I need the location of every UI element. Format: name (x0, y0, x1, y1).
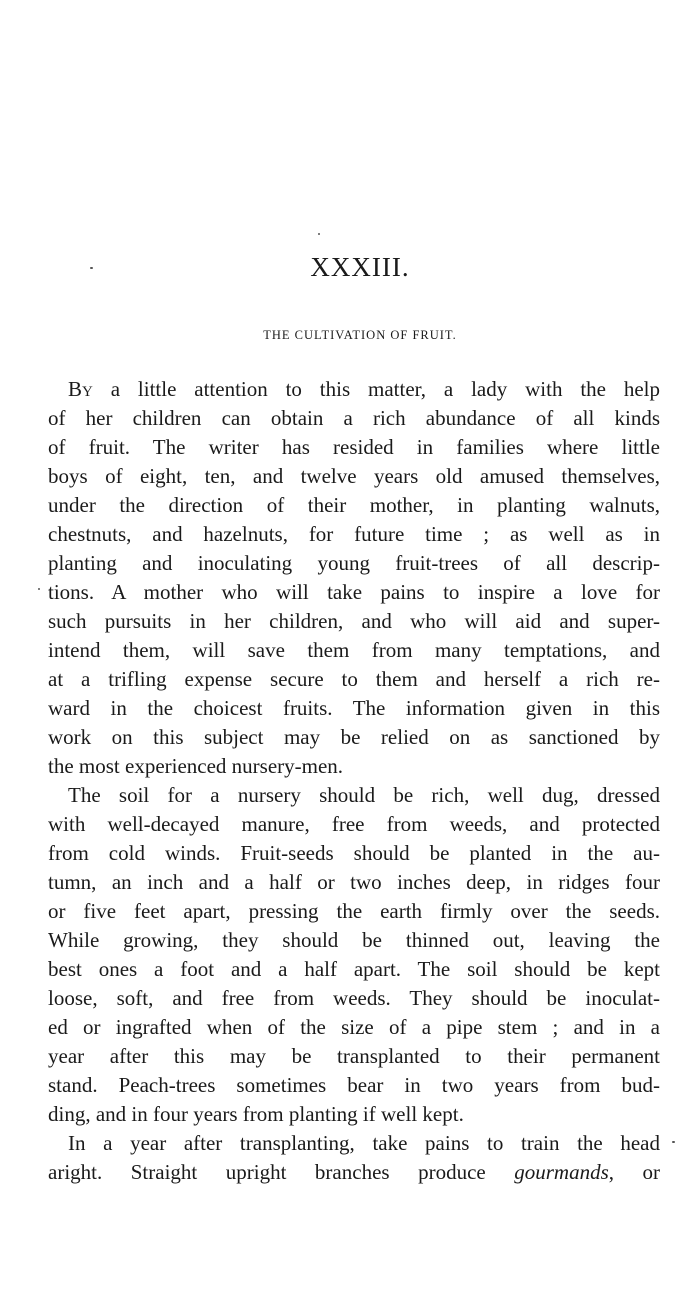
dropcap: By (68, 377, 93, 401)
paragraph-1 (48, 375, 660, 781)
text-line: work on this subject may be relied on as sanctioned by (48, 725, 660, 749)
body-text (48, 375, 660, 1187)
text-line: ding, and in four years from planting if well kept. (48, 1102, 464, 1126)
text-line: at a trifling expense secure to them and herself a rich re- (48, 667, 660, 691)
text-line: with well-decayed manure, free from weeds, and protected (48, 812, 660, 836)
scan-speck (318, 233, 320, 235)
text-line: planting and inoculating young fruit-trees of all descrip- (48, 551, 660, 575)
text-line: chestnuts, and hazelnuts, for future time ; as well as in (48, 522, 660, 546)
text-line: tions. A mother who will take pains to inspire a love for (48, 580, 660, 604)
chapter-title: THE CULTIVATION OF FRUIT. (263, 328, 457, 342)
text-line: the most experienced nursery-men. (48, 754, 344, 778)
text-line: boys of eight, ten, and twelve years old amused themselves, (48, 464, 660, 488)
chapter-number: XXXIII. (310, 252, 410, 282)
text-line: ed or ingrafted when of the size of a pipe stem ; and in a (48, 1015, 660, 1039)
text-line: best ones a foot and a half apart. The soil should be kept (48, 957, 660, 981)
paragraph-2 (48, 781, 660, 1129)
text-line: loose, soft, and free from weeds. They should be inoculat- (48, 986, 660, 1010)
text-line: tumn, an inch and a half or two inches deep, in ridges four (48, 870, 660, 894)
text-line: of her children can obtain a rich abundance of all kinds (48, 406, 660, 430)
text-span: a little attention to this matter, a lady with the help (92, 377, 660, 401)
text-line: or five feet apart, pressing the earth firmly over the seeds. (48, 899, 660, 923)
text-line: stand. Peach-trees sometimes bear in two years from bud- (48, 1073, 660, 1097)
italic-term: gourmands (514, 1160, 609, 1184)
paragraph-3 (48, 1129, 660, 1187)
text-line: such pursuits in her children, and who will aid and super- (48, 609, 660, 633)
text-line: of fruit. The writer has resided in families where little (48, 435, 660, 459)
text-span: aright. Straight upright branches produce (48, 1160, 515, 1184)
text-line (48, 1158, 660, 1187)
scan-speck (90, 267, 93, 269)
text-line (48, 375, 660, 404)
scan-speck (38, 588, 40, 590)
text-line: In a year after transplanting, take pains to train the head (68, 1131, 660, 1155)
text-line: The soil for a nursery should be rich, well dug, dressed (68, 783, 660, 807)
text-line: from cold winds. Fruit-seeds should be planted in the au- (48, 841, 660, 865)
text-line: While growing, they should be thinned out, leaving the (48, 928, 660, 952)
text-span: , or (608, 1160, 660, 1184)
text-line: year after this may be transplanted to their permanent (48, 1044, 660, 1068)
text-line: intend them, will save them from many temptations, and (48, 638, 660, 662)
scan-speck (672, 1141, 675, 1143)
text-line: ward in the choicest fruits. The information given in this (48, 696, 660, 720)
text-line: under the direction of their mother, in planting walnuts, (48, 493, 660, 517)
